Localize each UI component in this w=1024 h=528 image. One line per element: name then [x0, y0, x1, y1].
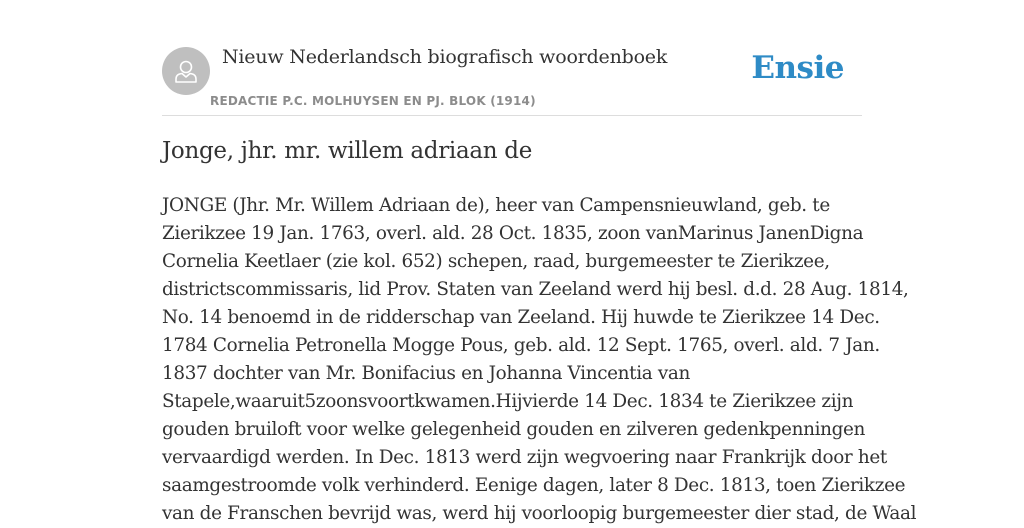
avatar[interactable]: [162, 47, 210, 95]
entry-text-line: Stapele,waaruit5zoonsvoortkwamen.Hijvierde 14 Dec. 1834 te Zierikzee zijn: [162, 391, 854, 412]
entry-text-line: 1784 Cornelia Petronella Mogge Pous, geb. ald. 12 Sept. 1765, overl. ald. 7 Jan.: [162, 335, 880, 356]
user-icon: [172, 57, 200, 85]
entry-title: Jonge, jhr. mr. willem adriaan de: [162, 138, 533, 164]
entry-text-line: districtscommissaris, lid Prov. Staten van Zeeland werd hij besl. d.d. 28 Aug. 1814,: [162, 279, 909, 300]
entry-text-line: saamgestroomde volk verhinderd. Eenige dagen, later 8 Dec. 1813, toen Zierikzee: [162, 475, 906, 496]
entry-text-line: gouden bruiloft voor welke gelegenheid gouden en zilveren gedenkpenningen: [162, 419, 866, 440]
book-editors: REDACTIE P.C. MOLHUYSEN EN PJ. BLOK (1914): [210, 94, 536, 108]
entry-text-line: 1837 dochter van Mr. Bonifacius en Johanna Vincentia van: [162, 363, 690, 384]
entry-text-line: No. 14 benoemd in de ridderschap van Zeeland. Hij huwde te Zierikzee 14 Dec.: [162, 307, 880, 328]
entry-text-line: van de Franschen bevrijd was, werd hij voorloopig burgemeester dier stad, de Waal: [162, 503, 917, 524]
entry-text-line: JONGE (Jhr. Mr. Willem Adriaan de), heer van Campensnieuwland, geb. te: [162, 195, 830, 216]
page-header: [162, 44, 862, 116]
entry-text-line: vervaardigd werden. In Dec. 1813 werd zijn wegvoering naar Frankrijk door het: [162, 447, 887, 468]
entry-text-line: Cornelia Keetlaer (zie kol. 652) schepen, raad, burgemeester te Zierikzee,: [162, 251, 830, 272]
book-title[interactable]: Nieuw Nederlandsch biografisch woordenboek: [222, 46, 668, 68]
brand-logo[interactable]: Ensie: [751, 50, 844, 86]
entry-body: [162, 192, 917, 528]
entry-text-line: Zierikzee 19 Jan. 1763, overl. ald. 28 Oct. 1835, zoon vanMarinus JanenDigna: [162, 223, 864, 244]
